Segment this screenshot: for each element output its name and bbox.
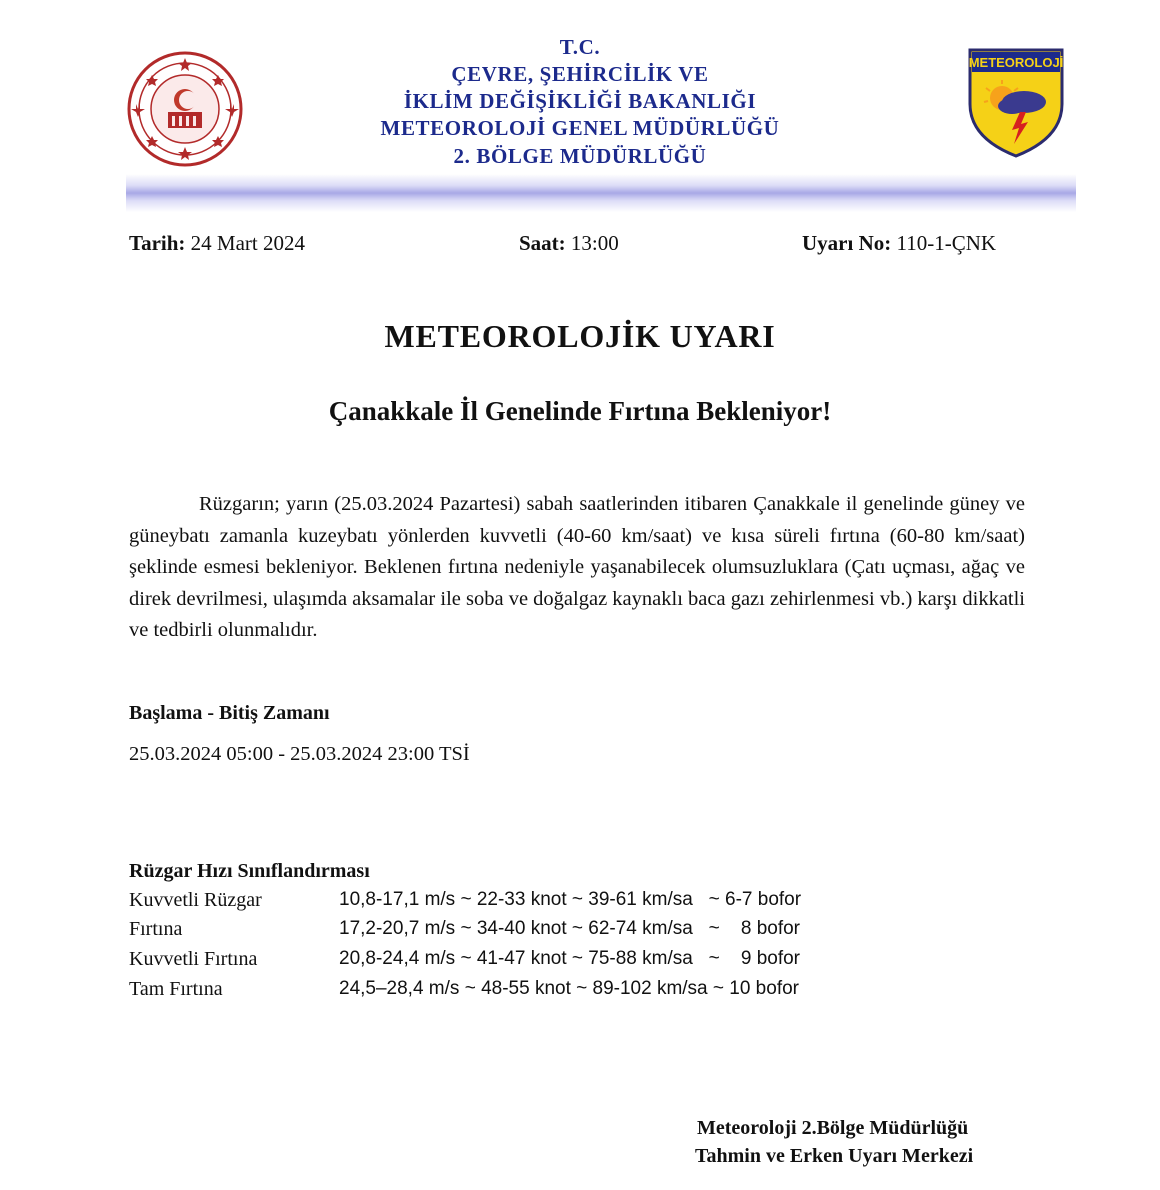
signature-line-1: Meteoroloji 2.Bölge Müdürlüğü: [697, 1117, 969, 1139]
wind-class-name: Fırtına: [129, 918, 183, 940]
header-line-tc: T.C.: [559, 35, 601, 59]
signature-line-2: Tahmin ve Erken Uyarı Merkezi: [695, 1145, 974, 1167]
wind-class-range: 24,5–28,4 m/s ~ 48-55 knot ~ 89-102 km/sa ~ 10 bofor: [339, 978, 799, 999]
warning-number-label: Uyarı No:: [802, 231, 892, 255]
svg-text:METEOROLOJİ: METEOROLOJİ: [968, 55, 1064, 70]
header-divider-band: [126, 174, 1076, 212]
wind-class-name: Tam Fırtına: [129, 978, 223, 1000]
period-value: 25.03.2024 05:00 - 25.03.2024 23:00 TSİ: [129, 743, 470, 765]
warning-number-field: [802, 231, 996, 256]
wind-class-range: 17,2-20,7 m/s ~ 34-40 knot ~ 62-74 km/sa ~ 8 bofor: [339, 918, 801, 939]
header-line-ministry-1: ÇEVRE, ŞEHİRCİLİK VE: [451, 62, 709, 86]
header-line-region: 2. BÖLGE MÜDÜRLÜĞÜ: [453, 144, 707, 168]
page-subtitle: Çanakkale İl Genelinde Fırtına Bekleniyor!: [328, 396, 832, 426]
time-value: 13:00: [570, 231, 619, 255]
page-title: METEOROLOJİK UYARI: [384, 318, 776, 354]
header-line-ministry-2: İKLİM DEĞİŞİKLİĞİ BAKANLIĞI: [403, 89, 757, 113]
wind-class-name: Kuvvetli Fırtına: [129, 948, 258, 970]
wind-classification-heading: Rüzgar Hızı Sınıflandırması: [129, 860, 370, 882]
date-value: 24 Mart 2024: [190, 231, 305, 255]
wind-class-range: 20,8-24,4 m/s ~ 41-47 knot ~ 75-88 km/sa ~ 9 bofor: [339, 948, 801, 969]
time-label: Saat:: [519, 231, 566, 255]
date-label: Tarih:: [129, 231, 186, 255]
warning-number-value: 110-1-ÇNK: [896, 231, 997, 255]
warning-body-text: Rüzgarın; yarın (25.03.2024 Pazartesi) sabah saatlerinden itibaren Çanakkale il genelinde güney ve güneybatı zamanla kuzeybatı yönlerden kuvvetli (40-60 km/saat) ve kısa süreli fırtına (60-80 km/saat) şeklinde esmesi bekleniyor. Beklenen fırtına nedeniyle yaşanabilecek olumsuzluklara (Çatı uçması, ağaç ve direk devrilmesi, ulaşımda aksamalar ile soba ve doğalgaz kaynaklı baca gazı zehirlenmesi vb.) karşı dikkatli ve tedbirli olunmalıdır.: [129, 493, 1025, 641]
time-field: [519, 231, 619, 256]
date-field: [129, 231, 305, 256]
wind-class-name: Kuvvetli Rüzgar: [129, 889, 262, 911]
wind-class-range: 10,8-17,1 m/s ~ 22-33 knot ~ 39-61 km/sa ~ 6-7 bofor: [339, 889, 802, 910]
period-heading: Başlama - Bitiş Zamanı: [129, 702, 330, 724]
header-line-directorate: METEOROLOJİ GENEL MÜDÜRLÜĞÜ: [380, 116, 780, 140]
